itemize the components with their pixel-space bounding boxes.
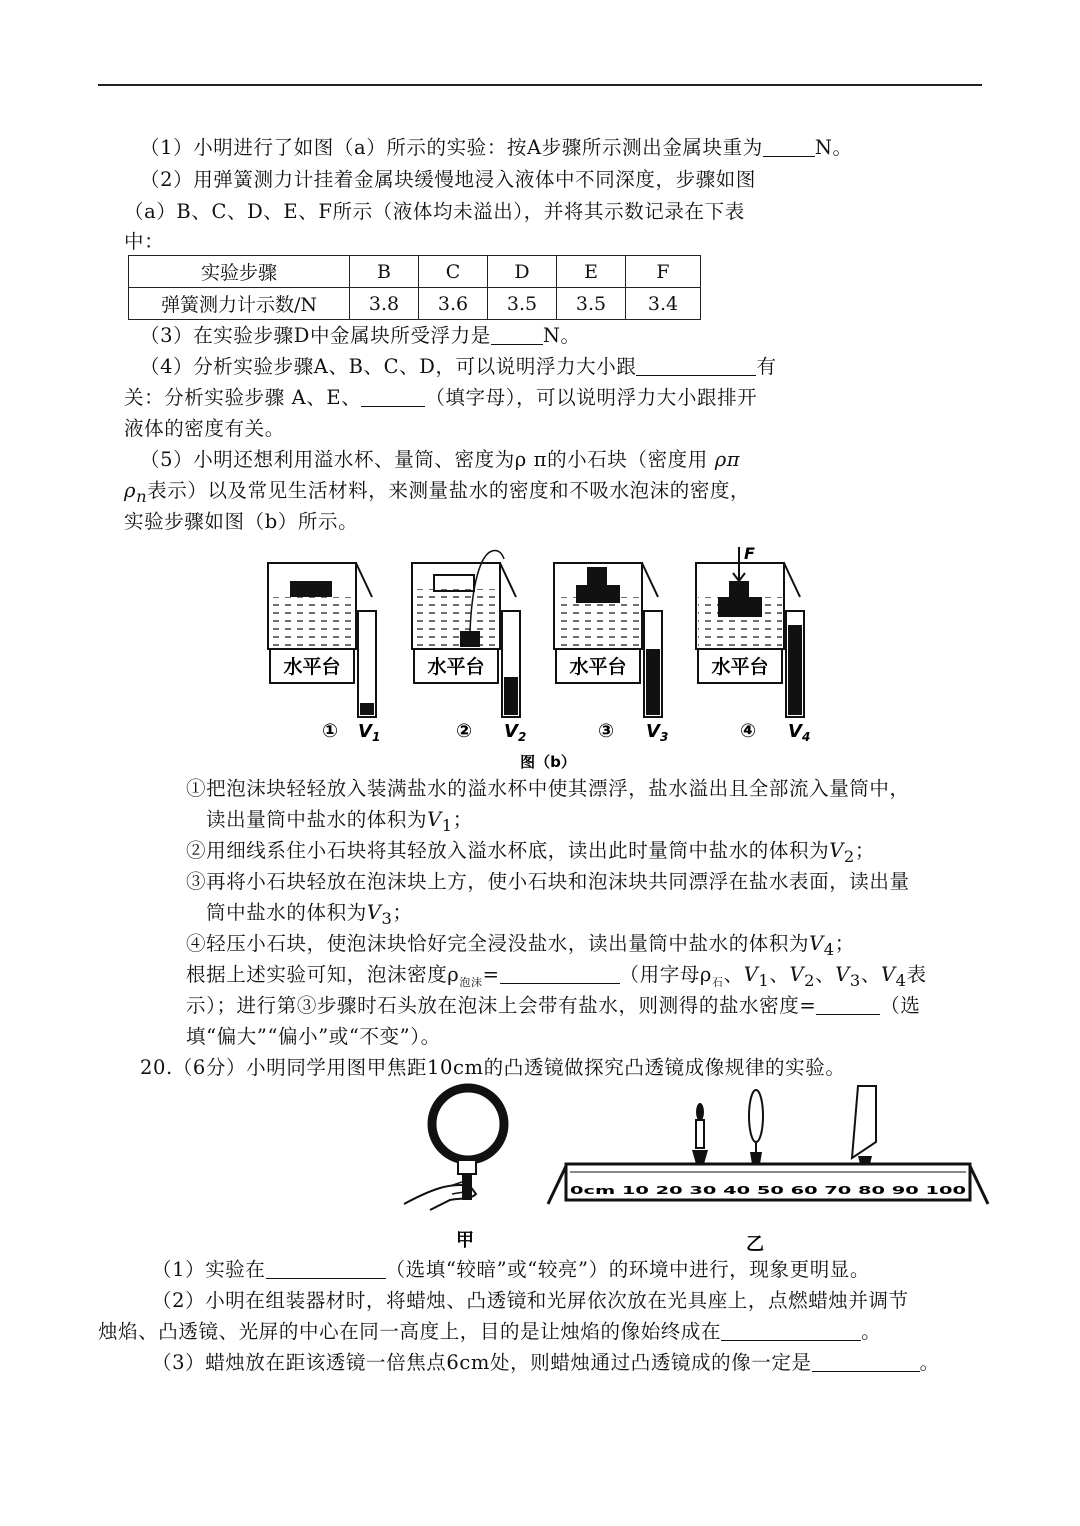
apparatus-3	[554, 563, 662, 717]
volume-label: $V_4$	[788, 721, 811, 744]
force-label: F	[744, 545, 755, 563]
text: =	[482, 963, 500, 986]
q20-part3	[152, 1349, 940, 1377]
optical-bench	[548, 1086, 988, 1204]
text: 表	[906, 963, 927, 986]
q19-part4-line2	[124, 384, 757, 412]
text: V	[809, 932, 824, 955]
label-yi: 乙	[746, 1234, 764, 1252]
step-number: ②	[456, 720, 473, 742]
text: （填字母），可以说明浮力大小跟排开	[425, 386, 758, 409]
text: （用字母ρ	[619, 963, 712, 986]
answer-blank	[491, 324, 543, 345]
volume-label: $V_1$	[358, 721, 381, 744]
text: 烛焰、凸透镜、光屏的中心在同一高度上，目的是让烛焰的像始终成在	[98, 1320, 722, 1343]
text: ②用细线系住小石块将其轻放入溢水杯底，读出此时量筒中盐水的体积为	[186, 839, 830, 862]
text: 1	[758, 970, 770, 990]
text: 1	[441, 815, 453, 835]
answer-blank	[361, 386, 425, 407]
q19-part4-line1	[140, 353, 777, 381]
platform-label: 水平台	[427, 656, 485, 678]
q19-part3	[140, 322, 581, 350]
table-cell: F	[626, 256, 701, 288]
volume-label: $V_3$	[646, 721, 669, 744]
answer-blank	[812, 1351, 920, 1372]
text: ④轻压小石块，使泡沫块恰好完全浸没盐水，读出量筒中盐水的体积为	[186, 932, 810, 955]
table-cell: 3.8	[350, 288, 419, 320]
q19-part5-line3: 实验步骤如图（b）所示。	[124, 510, 359, 533]
platform-label: 水平台	[569, 656, 627, 678]
step-2	[186, 837, 875, 871]
table-row	[129, 256, 701, 288]
text: （4）分析实验步骤A、B、C、D，可以说明浮力大小跟	[140, 355, 637, 378]
table-cell: D	[488, 256, 557, 288]
text: 筒中盐水的体积为	[206, 901, 367, 924]
step-1-line2	[206, 806, 473, 840]
text: N。	[542, 324, 581, 347]
label-jia: 甲	[456, 1230, 474, 1251]
table-cell: 3.5	[488, 288, 557, 320]
text: 泡沫	[459, 975, 483, 989]
text: 石	[712, 975, 724, 989]
answer-blank	[500, 963, 620, 984]
text: ；	[392, 901, 413, 924]
answer-blank	[763, 136, 815, 157]
q19-part1	[140, 134, 853, 162]
text: ；	[834, 932, 855, 955]
text: 、	[723, 963, 744, 986]
text: 3	[849, 970, 861, 990]
step-4	[186, 930, 855, 964]
q19-part4-line3: 液体的密度有关。	[124, 417, 285, 440]
table-cell: 实验步骤	[129, 256, 350, 288]
table-cell: 3.6	[419, 288, 488, 320]
record-table	[128, 255, 701, 320]
volume-label: $V_2$	[504, 721, 527, 744]
q19-part2-line1: （2）用弹簧测力计挂着金属块缓慢地浸入液体中不同深度，步骤如图	[140, 168, 757, 191]
step-number: ③	[598, 720, 615, 742]
answer-blank	[266, 1258, 386, 1279]
text: 。	[861, 1320, 882, 1343]
conclusion-line3: 填“偏大”“偏小”或“不变”）。	[186, 1025, 441, 1048]
text: 4	[895, 970, 907, 990]
text: 、	[860, 963, 881, 986]
text: V	[835, 963, 850, 986]
answer-blank	[816, 994, 880, 1015]
table-cell: 3.5	[557, 288, 626, 320]
text: （5）小明还想利用溢水杯、量筒、密度为ρ π的小石块（密度用	[140, 448, 708, 471]
table-cell: 弹簧测力计示数/N	[129, 288, 350, 320]
text: 表示）以及常见生活材料，来测量盐水的密度和不吸水泡沫的密度，	[147, 479, 751, 502]
figure-b	[260, 545, 830, 775]
text: 。	[919, 1351, 940, 1374]
apparatus-4	[696, 545, 804, 717]
q19-part2-line2: （a）B、C、D、E、F所示（液体均未溢出），并将其示数记录在下表	[124, 200, 745, 223]
text: ；	[452, 808, 473, 831]
step-1-line1: ①把泡沫块轻轻放入装满盐水的溢水杯中使其漂浮，盐水溢出且全部流入量筒中，	[186, 777, 910, 800]
table-cell: C	[419, 256, 488, 288]
text: （选填“较暗”或“较亮”）的环境中进行，现象更明显。	[385, 1258, 870, 1281]
text: V	[789, 963, 805, 986]
text: 2	[804, 970, 816, 990]
figure-lens	[400, 1082, 990, 1252]
text: 、	[815, 963, 836, 986]
text: ρπ	[714, 448, 741, 471]
q19-part2-line3: 中：	[124, 230, 165, 253]
table-cell: E	[557, 256, 626, 288]
magnifier	[404, 1088, 504, 1210]
figure-caption: 图（b）	[520, 753, 576, 771]
q20-title: 20.（6分）小明同学用图甲焦距10cm的凸透镜做探究凸透镜成像规律的实验。	[140, 1056, 846, 1079]
answer-blank	[721, 1320, 861, 1341]
step-3-line2	[206, 899, 413, 933]
step-number: ①	[322, 720, 339, 742]
table-cell: 3.4	[626, 288, 701, 320]
text: N。	[814, 136, 853, 159]
text: 4	[823, 939, 835, 959]
text: 读出量筒中盐水的体积为	[206, 808, 428, 831]
text: （1）实验在	[152, 1258, 266, 1281]
text: （3）在实验步骤D中金属块所受浮力是	[140, 324, 491, 347]
q20-part2-line1: （2）小明在组装器材时，将蜡烛、凸透镜和光屏依次放在光具座上，点燃蜡烛并调节	[152, 1289, 909, 1312]
header-rule	[98, 84, 982, 86]
text: n	[136, 486, 148, 506]
table-row	[129, 288, 701, 320]
text: （3）蜡烛放在距该透镜一倍焦点6cm处，则蜡烛通过凸透镜成的像一定是	[152, 1351, 812, 1374]
text: V	[427, 808, 442, 831]
q19-part5-line1	[140, 446, 740, 474]
step-number: ④	[740, 720, 757, 742]
text: 3	[381, 908, 393, 928]
text: 根据上述实验可知，泡沫密度ρ	[186, 963, 460, 986]
text: （选	[880, 994, 921, 1017]
platform-label: 水平台	[283, 656, 341, 678]
ruler-scale: 0cm 10 20 30 40 50 60 70 80 90 100	[570, 1184, 967, 1197]
apparatus-1	[268, 563, 376, 717]
text: 关：分析实验步骤 A、E、	[124, 386, 362, 409]
text: 、	[769, 963, 790, 986]
q19-part5-line2	[124, 477, 750, 511]
step-3-line1: ③再将小石块轻放在泡沫块上方，使小石块和泡沫块共同漂浮在盐水表面，读出量	[186, 870, 910, 893]
text: V	[366, 901, 382, 924]
q20-part2-line2	[98, 1318, 881, 1346]
text: ；	[854, 839, 875, 862]
table-cell: B	[350, 256, 419, 288]
text: 示）；进行第③步骤时石头放在泡沫上会带有盐水，则测得的盐水密度=	[186, 994, 817, 1017]
answer-blank	[636, 355, 756, 376]
text: （1）小明进行了如图（a）所示的实验：按A步骤所示测出金属块重为	[140, 136, 763, 159]
text: V	[829, 839, 844, 862]
platform-label: 水平台	[711, 656, 769, 678]
text: V	[880, 963, 896, 986]
text: ρ	[124, 479, 137, 502]
text: 2	[843, 846, 855, 866]
text: 有	[756, 355, 777, 378]
conclusion-line2	[186, 992, 921, 1020]
apparatus-2	[412, 550, 520, 717]
q20-part1	[152, 1256, 870, 1284]
text: V	[743, 963, 759, 986]
